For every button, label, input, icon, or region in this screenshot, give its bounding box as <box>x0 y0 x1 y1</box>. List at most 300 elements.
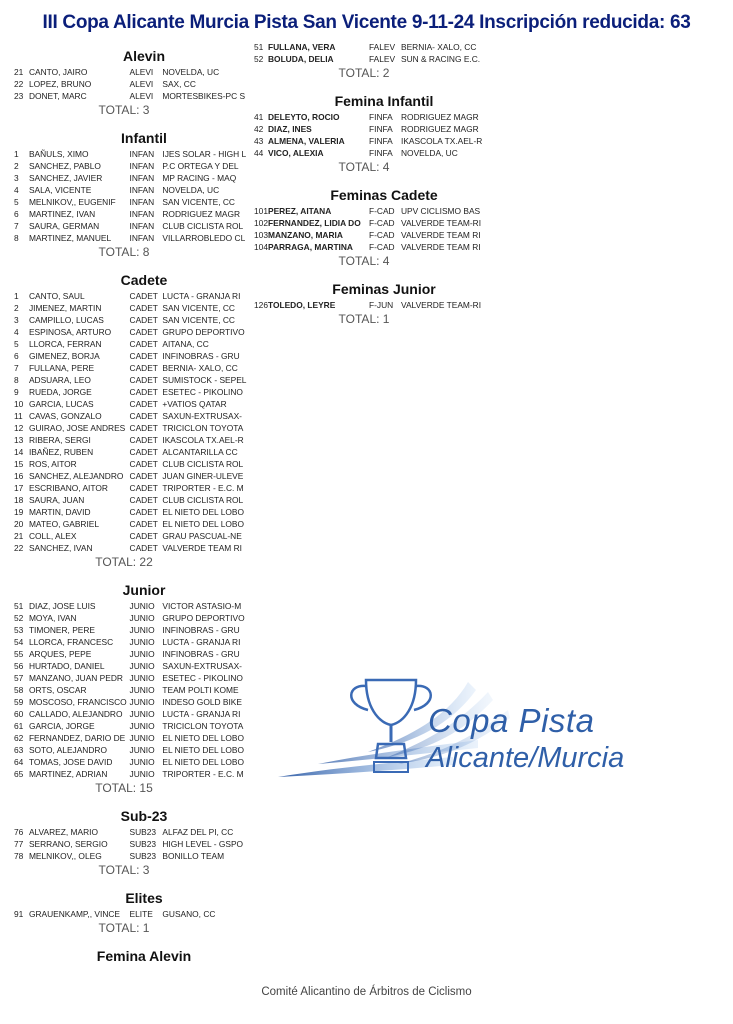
section-gap <box>14 796 254 806</box>
rider-num: 18 <box>14 495 24 505</box>
rider-row <box>14 470 254 482</box>
rider-num: 1 <box>14 149 19 159</box>
rider-row <box>14 542 254 554</box>
rider-category: CADET <box>129 447 158 457</box>
rider-club: BERNIA- XALO, CC <box>401 42 477 52</box>
rider-category: F-CAD <box>369 218 395 228</box>
rider-num: 11 <box>14 411 23 421</box>
rider-club: VALVERDE TEAM-RI <box>401 300 482 310</box>
rider-num: 60 <box>14 709 24 719</box>
rider-club: NOVELDA, UC <box>401 148 458 158</box>
rider-row <box>14 232 254 244</box>
rider-row <box>14 850 254 862</box>
rider-club: EL NIETO DEL LOBO <box>162 507 244 517</box>
category-heading: Infantil <box>121 130 167 146</box>
rider-category: CADET <box>129 519 158 529</box>
rider-num: 5 <box>14 339 19 349</box>
rider-num: 2 <box>14 303 19 313</box>
rider-num: 2 <box>14 161 19 171</box>
rider-name: FERNANDEZ, DARIO DE <box>28 733 126 743</box>
rider-row <box>14 410 254 422</box>
rider-club: TRIPORTER - E.C. M <box>162 483 244 493</box>
rider-row <box>14 386 254 398</box>
rider-row <box>14 338 254 350</box>
category-total: TOTAL: 2 <box>338 66 390 80</box>
category-heading: Junior <box>122 582 166 598</box>
rider-name: GRAUENKAMP,, VINCE <box>28 909 120 919</box>
rider-club: NOVELDA, UC <box>162 67 220 77</box>
rider-num: 44 <box>254 148 264 158</box>
rider-club: RODRIGUEZ MAGR <box>401 124 479 134</box>
rider-row <box>254 205 494 217</box>
rider-name: ALMENA, VALERIA <box>268 136 345 146</box>
rider-category: JUNIO <box>129 649 155 659</box>
category-total: TOTAL: 8 <box>98 245 150 259</box>
rider-category: ALEVI <box>129 67 154 77</box>
rider-num: 41 <box>254 112 264 122</box>
rider-category: CADET <box>129 375 158 385</box>
rider-row <box>14 314 254 326</box>
rider-row <box>14 648 254 660</box>
category-heading: Cadete <box>120 272 168 288</box>
rider-category: FINFA <box>369 148 393 158</box>
rider-num: 63 <box>14 745 24 755</box>
rider-num: 22 <box>14 543 24 553</box>
rider-row <box>14 530 254 542</box>
rider-row <box>254 299 494 311</box>
rider-num: 104 <box>254 242 268 252</box>
rider-category: CADET <box>129 291 158 301</box>
section-gap <box>14 936 254 946</box>
rider-name: MATEO, GABRIEL <box>28 519 100 529</box>
rider-name: DONET, MARC <box>28 91 87 101</box>
rider-club: VILLARROBLEDO CL <box>162 233 246 243</box>
rider-category: CADET <box>129 435 158 445</box>
rider-club: IKASCOLA TX.AEL-R <box>162 435 244 445</box>
rider-num: 22 <box>14 79 24 89</box>
rider-category: JUNIO <box>129 769 155 779</box>
section-gap <box>14 878 254 888</box>
rider-row <box>14 220 254 232</box>
rider-name: SAURA, JUAN <box>28 495 85 505</box>
rider-row <box>254 135 494 147</box>
category-section <box>14 270 254 570</box>
footer: Comité Alicantino de Árbitros de Ciclismo <box>261 986 472 998</box>
rider-num: 103 <box>254 230 268 240</box>
rider-row <box>254 53 494 65</box>
rider-category: INFAN <box>129 233 155 243</box>
category-heading: Alevin <box>122 48 165 64</box>
rider-club: NOVELDA, UC <box>162 185 220 195</box>
category-section <box>14 806 254 878</box>
rider-category: FALEV <box>369 42 396 52</box>
rider-num: 51 <box>14 601 24 611</box>
rider-row <box>14 636 254 648</box>
rider-num: 53 <box>14 625 24 635</box>
rider-num: 17 <box>14 483 24 493</box>
rider-name: VICO, ALEXIA <box>268 148 324 158</box>
rider-club: GRAU PASCUAL-NE <box>162 531 242 541</box>
rider-row <box>14 302 254 314</box>
rider-row <box>14 160 254 172</box>
rider-name: CAMPILLO, LUCAS <box>28 315 104 325</box>
rider-num: 77 <box>14 839 24 849</box>
rider-row <box>254 123 494 135</box>
rider-club: TRICICLON TOYOTA <box>162 423 244 433</box>
rider-club: CLUB CICLISTA ROL <box>162 459 244 469</box>
rider-category: INFAN <box>129 149 155 159</box>
category-section <box>14 128 254 260</box>
rider-club: INFINOBRAS - GRU <box>162 351 240 361</box>
rider-name: ROS, AITOR <box>28 459 77 469</box>
category-total: TOTAL: 1 <box>98 921 150 935</box>
rider-name: MANZANO, MARIA <box>268 230 343 240</box>
rider-category: JUNIO <box>129 733 155 743</box>
rider-club: VALVERDE TEAM RI <box>401 230 481 240</box>
rider-club: VICTOR ASTASIO-M <box>162 601 242 611</box>
section-gap <box>14 260 254 270</box>
rider-club: IKASCOLA TX.AEL-R <box>401 136 483 146</box>
rider-row <box>14 350 254 362</box>
rider-num: 6 <box>14 351 19 361</box>
rider-num: 57 <box>14 673 24 683</box>
right-column <box>254 41 494 327</box>
category-total: TOTAL: 3 <box>98 863 150 877</box>
rider-num: 5 <box>14 197 19 207</box>
rider-name: MANZANO, JUAN PEDR <box>28 673 123 683</box>
rider-name: ESCRIBANO, AITOR <box>28 483 108 493</box>
rider-category: JUNIO <box>129 685 155 695</box>
rider-row <box>14 518 254 530</box>
rider-club: LUCTA - GRANJA RI <box>162 637 241 647</box>
rider-category: JUNIO <box>129 661 155 671</box>
rider-name: SALA, VICENTE <box>28 185 92 195</box>
rider-club: EL NIETO DEL LOBO <box>162 757 244 767</box>
rider-row <box>14 720 254 732</box>
rider-category: CADET <box>129 363 158 373</box>
rider-row <box>14 672 254 684</box>
section-gap <box>254 81 494 91</box>
rider-club: TRIPORTER - E.C. M <box>162 769 244 779</box>
category-section <box>14 946 254 966</box>
rider-club: ALFAZ DEL PI, CC <box>162 827 234 837</box>
rider-num: 7 <box>14 363 19 373</box>
rider-num: 16 <box>14 471 24 481</box>
rider-row <box>14 458 254 470</box>
rider-club: TEAM POLTI KOME <box>162 685 239 695</box>
rider-club: VALVERDE TEAM RI <box>401 242 481 252</box>
rider-club: SAX, CC <box>162 79 196 89</box>
rider-club: SAN VICENTE, CC <box>162 315 235 325</box>
rider-num: 20 <box>14 519 24 529</box>
rider-row <box>14 494 254 506</box>
category-section <box>254 41 494 81</box>
rider-row <box>14 290 254 302</box>
rider-category: F-CAD <box>369 242 395 252</box>
rider-club: JUAN GINER-ULEVE <box>162 471 244 481</box>
rider-num: 3 <box>14 315 19 325</box>
rider-row <box>14 768 254 780</box>
rider-num: 21 <box>14 67 24 77</box>
rider-club: GRUPO DEPORTIVO <box>162 327 245 337</box>
rider-club: UPV CICLISMO BAS <box>401 206 481 216</box>
rider-club: INDESO GOLD BIKE <box>162 697 242 707</box>
rider-club: SAN VICENTE, CC <box>162 303 235 313</box>
rider-num: 61 <box>14 721 24 731</box>
rider-category: SUB23 <box>129 839 157 849</box>
rider-num: 101 <box>254 206 268 216</box>
rider-club: HIGH LEVEL - GSPO <box>162 839 244 849</box>
rider-club: VALVERDE TEAM-RI <box>401 218 482 228</box>
rider-row <box>14 660 254 672</box>
rider-num: 56 <box>14 661 24 671</box>
rider-name: IBAÑEZ, RUBEN <box>28 447 94 457</box>
rider-num: 43 <box>254 136 264 146</box>
rider-category: INFAN <box>129 197 155 207</box>
rider-club: INFINOBRAS - GRU <box>162 625 240 635</box>
rider-num: 8 <box>14 233 19 243</box>
rider-row <box>14 756 254 768</box>
rider-category: FINFA <box>369 136 393 146</box>
rider-category: CADET <box>129 399 158 409</box>
category-heading: Elites <box>125 890 163 906</box>
rider-name: LLORCA, FERRAN <box>28 339 102 349</box>
rider-club: RODRIGUEZ MAGR <box>162 209 241 219</box>
rider-row <box>14 172 254 184</box>
rider-name: FULLANA, VERA <box>268 42 336 52</box>
category-section <box>14 580 254 796</box>
rider-club: VALVERDE TEAM RI <box>162 543 242 553</box>
rider-num: 54 <box>14 637 24 647</box>
rider-club: +VATIOS QATAR <box>162 399 227 409</box>
rider-num: 6 <box>14 209 19 219</box>
rider-category: FINFA <box>369 124 393 134</box>
rider-row <box>14 696 254 708</box>
rider-name: CANTO, SAUL <box>28 291 85 301</box>
rider-name: SOTO, ALEJANDRO <box>28 745 107 755</box>
rider-category: CADET <box>129 387 158 397</box>
rider-num: 64 <box>14 757 24 767</box>
rider-row <box>14 600 254 612</box>
rider-category: CADET <box>129 543 158 553</box>
rider-category: CADET <box>129 507 158 517</box>
rider-name: CAVAS, GONZALO <box>28 411 102 421</box>
rider-category: CADET <box>129 531 158 541</box>
rider-row <box>254 111 494 123</box>
rider-num: 52 <box>14 613 24 623</box>
rider-row <box>254 41 494 53</box>
rider-club: AITANA, CC <box>162 339 209 349</box>
rider-num: 59 <box>14 697 24 707</box>
rider-name: PARRAGA, MARTINA <box>268 242 353 252</box>
rider-row <box>14 506 254 518</box>
rider-category: INFAN <box>129 173 155 183</box>
rider-name: FERNANDEZ, LIDIA DO <box>268 218 361 228</box>
rider-name: DIAZ, INES <box>268 124 312 134</box>
category-heading: Sub-23 <box>120 808 168 824</box>
rider-category: CADET <box>129 303 158 313</box>
rider-category: CADET <box>129 351 158 361</box>
rider-category: FALEV <box>369 54 396 64</box>
rider-name: CANTO, JAIRO <box>28 67 88 77</box>
rider-name: MOYA, IVAN <box>28 613 77 623</box>
rider-club: CLUB CICLISTA ROL <box>162 221 244 231</box>
rider-name: MARTIN, DAVID <box>28 507 91 517</box>
rider-row <box>14 66 254 78</box>
rider-name: DIAZ, JOSE LUIS <box>28 601 96 611</box>
rider-club: BERNIA- XALO, CC <box>162 363 238 373</box>
rider-num: 8 <box>14 375 19 385</box>
rider-num: 76 <box>14 827 24 837</box>
rider-name: LLORCA, FRANCESC <box>28 637 114 647</box>
rider-category: CADET <box>129 495 158 505</box>
rider-category: ELITE <box>129 909 153 919</box>
rider-category: ALEVI <box>129 91 154 101</box>
rider-category: JUNIO <box>129 697 155 707</box>
rider-category: F-CAD <box>369 206 395 216</box>
rider-row <box>254 241 494 253</box>
rider-num: 23 <box>14 91 24 101</box>
rider-name: PEREZ, AITANA <box>268 206 332 216</box>
category-section <box>254 185 494 269</box>
rider-row <box>14 838 254 850</box>
rider-club: ESETEC - PIKOLINO <box>162 387 243 397</box>
rider-num: 21 <box>14 531 24 541</box>
rider-name: SANCHEZ, PABLO <box>28 161 101 171</box>
category-section <box>254 91 494 175</box>
rider-row <box>14 624 254 636</box>
rider-category: CADET <box>129 327 158 337</box>
rider-name: MELNIKOV,, EUGENIF <box>28 197 116 207</box>
rider-row <box>14 684 254 696</box>
rider-num: 91 <box>14 909 24 919</box>
rider-category: CADET <box>129 483 158 493</box>
rider-row <box>14 90 254 102</box>
rider-club: EL NIETO DEL LOBO <box>162 733 244 743</box>
rider-name: RIBERA, SERGI <box>28 435 91 445</box>
rider-name: CALLADO, ALEJANDRO <box>28 709 123 719</box>
rider-category: F-CAD <box>369 230 395 240</box>
rider-category: ALEVI <box>129 79 154 89</box>
rider-category: FINFA <box>369 112 393 122</box>
rider-club: BONILLO TEAM <box>162 851 225 861</box>
rider-club: SAXUN-EXTRUSAX- <box>162 411 242 421</box>
rider-row <box>14 78 254 90</box>
rider-row <box>14 708 254 720</box>
rider-name: GUIRAO, JOSE ANDRES <box>28 423 126 433</box>
category-heading: Femina Infantil <box>334 93 434 109</box>
rider-name: MOSCOSO, FRANCISCO <box>28 697 127 707</box>
rider-row <box>14 326 254 338</box>
rider-num: 19 <box>14 507 24 517</box>
rider-name: ALVAREZ, MARIO <box>28 827 98 837</box>
rider-num: 78 <box>14 851 24 861</box>
rider-name: TIMONER, PERE <box>28 625 96 635</box>
rider-club: TRICICLON TOYOTA <box>162 721 244 731</box>
rider-name: RUEDA, JORGE <box>28 387 92 397</box>
rider-row <box>14 148 254 160</box>
category-heading: Feminas Cadete <box>330 187 438 203</box>
rider-club: RODRIGUEZ MAGR <box>401 112 479 122</box>
rider-num: 58 <box>14 685 24 695</box>
rider-row <box>254 229 494 241</box>
rider-row <box>254 217 494 229</box>
rider-name: HURTADO, DANIEL <box>28 661 105 671</box>
logo-text-line1: Copa Pista <box>428 702 595 739</box>
rider-row <box>14 184 254 196</box>
rider-num: 13 <box>14 435 24 445</box>
section-gap <box>254 175 494 185</box>
rider-club: GUSANO, CC <box>162 909 216 919</box>
rider-name: ARQUES, PEPE <box>28 649 92 659</box>
rider-row <box>14 612 254 624</box>
rider-num: 10 <box>14 399 24 409</box>
rider-club: SAN VICENTE, CC <box>162 197 235 207</box>
rider-num: 3 <box>14 173 19 183</box>
left-column <box>14 46 254 966</box>
rider-category: JUNIO <box>129 613 155 623</box>
rider-club: ESETEC - PIKOLINO <box>162 673 243 683</box>
rider-category: JUNIO <box>129 625 155 635</box>
rider-num: 9 <box>14 387 19 397</box>
section-gap <box>14 570 254 580</box>
rider-name: ADSUARA, LEO <box>28 375 91 385</box>
rider-row <box>14 196 254 208</box>
rider-num: 126 <box>254 300 268 310</box>
rider-club: P.C ORTEGA Y DEL <box>162 161 239 171</box>
rider-name: JIMENEZ, MARTIN <box>28 303 102 313</box>
rider-row <box>14 744 254 756</box>
category-section <box>254 279 494 327</box>
rider-club: SAXUN-EXTRUSAX- <box>162 661 242 671</box>
rider-name: SANCHEZ, ALEJANDRO <box>28 471 124 481</box>
rider-name: ORTS, OSCAR <box>28 685 87 695</box>
rider-category: SUB23 <box>129 827 157 837</box>
rider-club: IJES SOLAR - HIGH L <box>162 149 247 159</box>
rider-num: 62 <box>14 733 24 743</box>
rider-name: MELNIKOV,, OLEG <box>28 851 102 861</box>
rider-row <box>14 732 254 744</box>
rider-club: MORTESBIKES-PC S <box>162 91 246 101</box>
rider-name: GIMENEZ, BORJA <box>28 351 100 361</box>
rider-category: F-JUN <box>369 300 394 310</box>
category-total: TOTAL: 4 <box>338 254 390 268</box>
category-total: TOTAL: 4 <box>338 160 390 174</box>
copa-pista-logo <box>278 662 678 792</box>
rider-category: INFAN <box>129 185 155 195</box>
rider-category: CADET <box>129 471 158 481</box>
rider-category: CADET <box>129 423 158 433</box>
rider-club: CLUB CICLISTA ROL <box>162 495 244 505</box>
rider-club: ALCANTARILLA CC <box>162 447 238 457</box>
rider-category: JUNIO <box>129 601 155 611</box>
rider-name: GARCIA, LUCAS <box>28 399 94 409</box>
rider-row <box>14 434 254 446</box>
rider-row <box>14 398 254 410</box>
section-gap <box>14 118 254 128</box>
rider-num: 51 <box>254 42 264 52</box>
page-title: III Copa Alicante Murcia Pista San Vicente 9-11-24 Inscripción reducida: 63 <box>42 12 691 33</box>
rider-name: MARTINEZ, MANUEL <box>28 233 112 243</box>
rider-club: SUMISTOCK - SEPEL <box>162 375 247 385</box>
rider-category: JUNIO <box>129 709 155 719</box>
rider-num: 7 <box>14 221 19 231</box>
category-total: TOTAL: 3 <box>98 103 150 117</box>
rider-num: 65 <box>14 769 24 779</box>
rider-name: TOMAS, JOSE DAVID <box>28 757 113 767</box>
rider-num: 1 <box>14 291 19 301</box>
rider-category: JUNIO <box>129 637 155 647</box>
